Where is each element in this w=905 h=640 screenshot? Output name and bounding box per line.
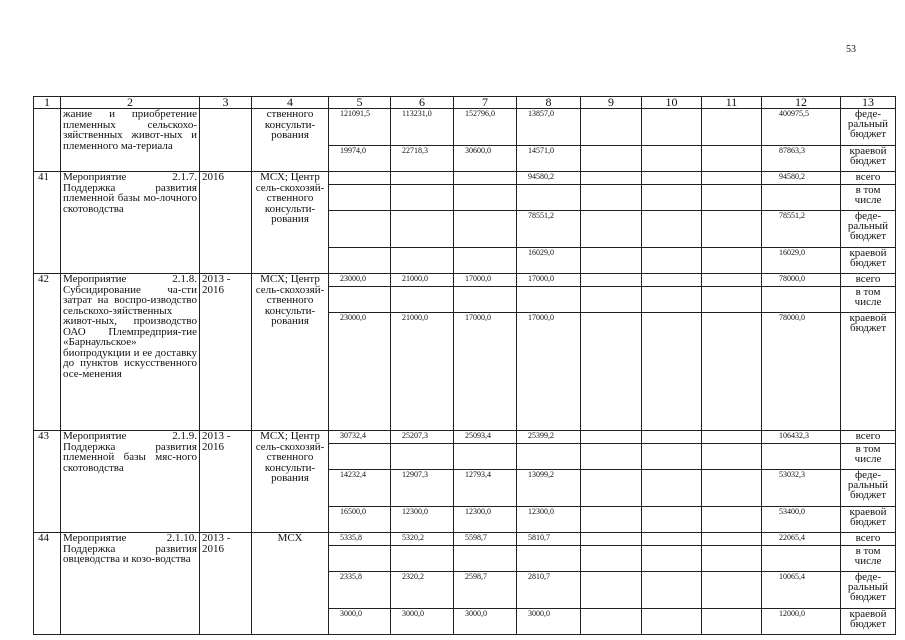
value-cell (702, 546, 762, 572)
value-cell: 19974,0 (329, 146, 391, 172)
value-cell: 3000,0 (329, 609, 391, 635)
funding-source-cell: всего (841, 431, 896, 444)
value-cell (642, 274, 702, 287)
value-cell (702, 274, 762, 287)
value-cell (329, 185, 391, 211)
funding-source-cell: в том числе (841, 444, 896, 470)
value-cell: 121091,5 (329, 109, 391, 146)
period-cell: 2013 - 2016 (200, 274, 252, 431)
value-cell: 3000,0 (391, 609, 454, 635)
header-cell: 7 (454, 97, 517, 109)
header-cell: 9 (581, 97, 642, 109)
total-cell (762, 546, 841, 572)
total-cell (762, 185, 841, 211)
value-cell: 17000,0 (454, 274, 517, 287)
funding-source-cell: в том числе (841, 546, 896, 572)
value-cell: 94580,2 (517, 172, 581, 185)
value-cell (581, 444, 642, 470)
value-cell (642, 185, 702, 211)
value-cell (702, 609, 762, 635)
value-cell: 16029,0 (517, 248, 581, 274)
value-cell: 17000,0 (517, 274, 581, 287)
value-cell: 30732,4 (329, 431, 391, 444)
value-cell (702, 444, 762, 470)
value-cell (329, 172, 391, 185)
executor-cell: МСХ (252, 533, 329, 635)
value-cell (702, 185, 762, 211)
value-cell (581, 172, 642, 185)
value-cell (702, 507, 762, 533)
funding-source-cell: краевой бюджет (841, 248, 896, 274)
executor-cell: МСХ; Центр сель-скохозяй-ственного консульти-рования (252, 172, 329, 274)
value-cell: 113231,0 (391, 109, 454, 146)
value-cell (454, 172, 517, 185)
value-cell (581, 533, 642, 546)
header-cell: 5 (329, 97, 391, 109)
value-cell: 78551,2 (517, 211, 581, 248)
total-cell: 94580,2 (762, 172, 841, 185)
funding-source-cell: всего (841, 172, 896, 185)
header-cell: 11 (702, 97, 762, 109)
value-cell (642, 431, 702, 444)
value-cell: 14571,0 (517, 146, 581, 172)
value-cell (454, 185, 517, 211)
header-cell: 4 (252, 97, 329, 109)
total-cell: 22065,4 (762, 533, 841, 546)
value-cell: 2335,8 (329, 572, 391, 609)
value-cell (391, 546, 454, 572)
header-cell: 12 (762, 97, 841, 109)
funding-source-cell: краевой бюджет (841, 146, 896, 172)
table-row (34, 172, 896, 185)
value-cell (581, 248, 642, 274)
value-cell (517, 287, 581, 313)
value-cell: 2810,7 (517, 572, 581, 609)
value-cell (642, 546, 702, 572)
page-number: 53 (846, 44, 856, 55)
value-cell (329, 248, 391, 274)
header-cell: 2 (61, 97, 200, 109)
funding-source-cell: феде-ральный бюджет (841, 109, 896, 146)
value-cell: 152796,0 (454, 109, 517, 146)
value-cell (391, 185, 454, 211)
total-cell: 10065,4 (762, 572, 841, 609)
row-number-cell: 43 (34, 431, 61, 533)
value-cell (581, 572, 642, 609)
value-cell (329, 444, 391, 470)
value-cell (454, 546, 517, 572)
value-cell: 3000,0 (517, 609, 581, 635)
funding-source-cell: всего (841, 274, 896, 287)
value-cell (329, 546, 391, 572)
value-cell: 5598,7 (454, 533, 517, 546)
funding-source-cell: краевой бюджет (841, 507, 896, 533)
value-cell: 25207,3 (391, 431, 454, 444)
value-cell (702, 470, 762, 507)
value-cell (702, 572, 762, 609)
value-cell: 21000,0 (391, 274, 454, 287)
value-cell (702, 313, 762, 431)
value-cell (517, 185, 581, 211)
value-cell (642, 287, 702, 313)
value-cell: 2598,7 (454, 572, 517, 609)
value-cell: 12907,3 (391, 470, 454, 507)
value-cell: 23000,0 (329, 274, 391, 287)
value-cell: 5320,2 (391, 533, 454, 546)
value-cell (642, 470, 702, 507)
value-cell: 13099,2 (517, 470, 581, 507)
total-cell: 12000,0 (762, 609, 841, 635)
total-cell: 78000,0 (762, 274, 841, 287)
value-cell (391, 444, 454, 470)
measure-name-cell: Мероприятие 2.1.7. Поддержка развития племенной базы мо-лочного скотоводства (61, 172, 200, 274)
value-cell (391, 248, 454, 274)
value-cell (581, 546, 642, 572)
value-cell: 2320,2 (391, 572, 454, 609)
header-cell: 1 (34, 97, 61, 109)
value-cell (642, 313, 702, 431)
funding-source-cell: краевой бюджет (841, 313, 896, 431)
value-cell (642, 507, 702, 533)
total-cell (762, 444, 841, 470)
total-cell: 16029,0 (762, 248, 841, 274)
value-cell (581, 507, 642, 533)
value-cell: 22718,3 (391, 146, 454, 172)
value-cell (391, 287, 454, 313)
value-cell: 12300,0 (454, 507, 517, 533)
value-cell (329, 287, 391, 313)
funding-source-cell: в том числе (841, 287, 896, 313)
total-cell: 78000,0 (762, 313, 841, 431)
value-cell (581, 470, 642, 507)
value-cell: 23000,0 (329, 313, 391, 431)
value-cell (581, 146, 642, 172)
measure-name-cell: Мероприятие 2.1.9. Поддержка развития племенной базы мяс-ного скотоводства (61, 431, 200, 533)
value-cell: 25399,2 (517, 431, 581, 444)
value-cell: 3000,0 (454, 609, 517, 635)
period-cell: 2013 - 2016 (200, 431, 252, 533)
measure-name-cell: жание и приобретение племенных сельскохо-зяйственных живот-ных и племенного ма-териала (61, 109, 200, 172)
funding-source-cell: всего (841, 533, 896, 546)
value-cell: 25093,4 (454, 431, 517, 444)
value-cell (581, 109, 642, 146)
header-cell: 10 (642, 97, 702, 109)
value-cell (581, 287, 642, 313)
value-cell (642, 248, 702, 274)
total-cell: 53400,0 (762, 507, 841, 533)
total-cell: 106432,3 (762, 431, 841, 444)
value-cell (702, 287, 762, 313)
period-cell: 2016 (200, 172, 252, 274)
table-row (34, 431, 896, 444)
value-cell (642, 609, 702, 635)
header-cell: 8 (517, 97, 581, 109)
value-cell: 21000,0 (391, 313, 454, 431)
value-cell (642, 109, 702, 146)
funding-source-cell: феде-ральный бюджет (841, 572, 896, 609)
value-cell: 12300,0 (517, 507, 581, 533)
total-cell: 87863,3 (762, 146, 841, 172)
value-cell (702, 146, 762, 172)
measure-name-cell: Мероприятие 2.1.8. Субсидирование ча-сти затрат на воспро-изводство сельскохо-зяйственных живот-ных, производство ОАО Племпредприя-тие «Барнаульское» биопродукции и ее доставку до пунктов искусственного осе-менения (61, 274, 200, 431)
value-cell: 13857,0 (517, 109, 581, 146)
value-cell (642, 444, 702, 470)
value-cell: 14232,4 (329, 470, 391, 507)
value-cell (702, 431, 762, 444)
value-cell (642, 533, 702, 546)
value-cell (702, 533, 762, 546)
period-cell: 2013 - 2016 (200, 533, 252, 635)
value-cell (454, 211, 517, 248)
executor-cell: МСХ; Центр сель-скохозяй-ственного консульти-рования (252, 274, 329, 431)
row-number-cell (34, 109, 61, 172)
total-cell (762, 287, 841, 313)
period-cell (200, 109, 252, 172)
row-number-cell: 44 (34, 533, 61, 635)
row-number-cell: 42 (34, 274, 61, 431)
value-cell: 16500,0 (329, 507, 391, 533)
value-cell: 30600,0 (454, 146, 517, 172)
value-cell (581, 431, 642, 444)
total-cell: 400975,5 (762, 109, 841, 146)
value-cell (642, 146, 702, 172)
program-budget-table (33, 96, 896, 635)
value-cell (702, 172, 762, 185)
value-cell: 12300,0 (391, 507, 454, 533)
funding-source-cell: в том числе (841, 185, 896, 211)
value-cell (581, 609, 642, 635)
measure-name-cell: Мероприятие 2.1.10. Поддержка развития овцеводства и козо-водства (61, 533, 200, 635)
value-cell: 17000,0 (517, 313, 581, 431)
executor-cell: МСХ; Центр сель-скохозяй-ственного консульти-рования (252, 431, 329, 533)
value-cell (454, 444, 517, 470)
value-cell: 12793,4 (454, 470, 517, 507)
value-cell (517, 444, 581, 470)
header-row (34, 97, 896, 109)
value-cell (329, 211, 391, 248)
executor-cell: ственного консульти-рования (252, 109, 329, 172)
funding-source-cell: краевой бюджет (841, 609, 896, 635)
value-cell (702, 109, 762, 146)
table-row (34, 533, 896, 546)
value-cell: 17000,0 (454, 313, 517, 431)
header-cell: 3 (200, 97, 252, 109)
value-cell (581, 274, 642, 287)
value-cell (581, 185, 642, 211)
header-cell: 6 (391, 97, 454, 109)
funding-source-cell: феде-ральный бюджет (841, 470, 896, 507)
value-cell (642, 211, 702, 248)
value-cell (642, 172, 702, 185)
value-cell (517, 546, 581, 572)
value-cell (581, 211, 642, 248)
value-cell (391, 172, 454, 185)
value-cell: 5810,7 (517, 533, 581, 546)
funding-source-cell: феде-ральный бюджет (841, 211, 896, 248)
value-cell (642, 572, 702, 609)
table-row (34, 109, 896, 146)
row-number-cell: 41 (34, 172, 61, 274)
total-cell: 78551,2 (762, 211, 841, 248)
value-cell (391, 211, 454, 248)
table-row (34, 274, 896, 287)
value-cell (702, 211, 762, 248)
total-cell: 53032,3 (762, 470, 841, 507)
value-cell (581, 313, 642, 431)
value-cell (454, 287, 517, 313)
value-cell (702, 248, 762, 274)
value-cell: 5335,8 (329, 533, 391, 546)
header-cell: 13 (841, 97, 896, 109)
value-cell (454, 248, 517, 274)
